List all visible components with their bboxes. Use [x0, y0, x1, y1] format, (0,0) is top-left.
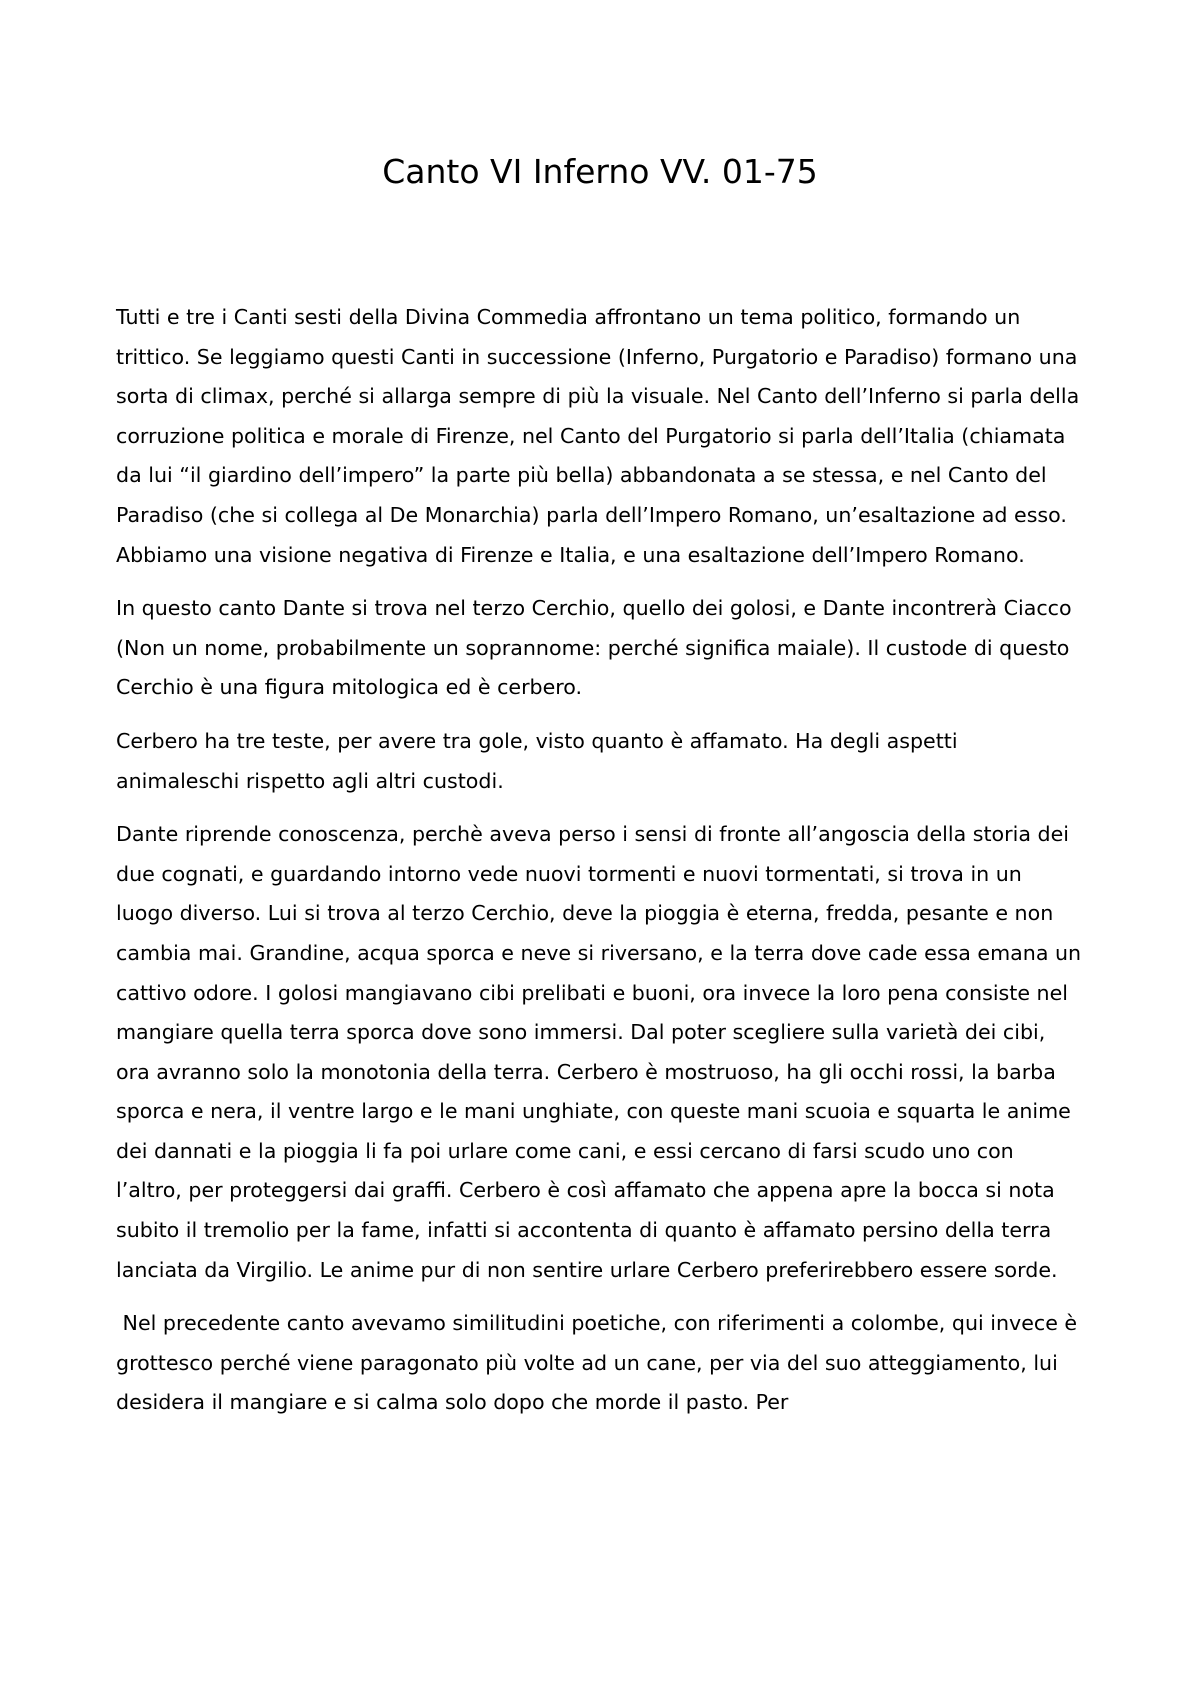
paragraph-punishment: Dante riprende conoscenza, perchè aveva perso i sensi di fronte all’angoscia della storia dei due cognati, e guardando intorno vede nuovi tormenti e nuovi tormentati, si trova in un luogo diverso. Lui si trova al terzo Cerchio, deve la pioggia è eterna, fredda, pesante e non cambia mai. Grandine, acqua sporca e neve si riversano, e la terra dove cade essa emana un cattivo odore. I golosi mangiavano cibi prelibati e buoni, ora invece la loro pena consiste nel mangiare quella terra sporca dove sono immersi. Dal poter scegliere sulla varietà dei cibi, ora avranno solo la monotonia della terra. Cerbero è mostruoso, ha gli occhi rossi, la barba sporca e nera, il ventre largo e le mani unghiate, con queste mani scuoia e squarta le anime dei dannati e la pioggia li fa poi urlare come cani, e essi cercano di farsi scudo uno con l’altro, per proteggersi dai graffi. Cerbero è così affamato che appena apre la bocca si nota subito il tremolio per la fame, infatti si accontenta di quanto è affamato persino della terra lanciata da Virgilio. Le anime pur di non sentire urlare Cerbero preferirebbero essere sorde. [116, 822, 1088, 1282]
paragraph-comparison: Nel precedente canto avevamo similitudini poetiche, con riferimenti a colombe, qui invece è grottesco perché viene paragonato più volte ad un cane, per via del suo atteggiamento, lui desidera il mangiare e si calma solo dopo che morde il pasto. Per [116, 1311, 1084, 1415]
document-body [116, 298, 1088, 1437]
paragraph-cerberus: Cerbero ha tre teste, per avere tra gole, visto quanto è affamato. Ha degli aspetti animaleschi rispetto agli altri custodi. [116, 728, 965, 793]
paragraph-intro: Tutti e tre i Canti sesti della Divina Commedia affrontano un tema politico, formando un trittico. Se leggiamo questi Canti in successione (Inferno, Purgatorio e Paradiso) formano una sorta di climax, perché si allarga sempre di più la visuale. Nel Canto dell’Inferno si parla della corruzione politica e morale di Firenze, nel Canto del Purgatorio si parla dell’Italia (chiamata da lui “il giardino dell’impero” la parte più bella) abbandonata a se stessa, e nel Canto del Paradiso (che si collega al De Monarchia) parla dell’Impero Romano, un’esaltazione ad esso. Abbiamo una visione negativa di Firenze e Italia, e una esaltazione dell’Impero Romano. [116, 305, 1086, 567]
paragraph-third-circle: In questo canto Dante si trova nel terzo Cerchio, quello dei golosi, e Dante incontrerà Ciacco (Non un nome, probabilmente un soprannome: perché significa maiale). Il custode di questo Cerchio è una figura mitologica ed è cerbero. [116, 596, 1079, 700]
page-title: Canto VI Inferno VV. 01-75 [382, 152, 818, 191]
